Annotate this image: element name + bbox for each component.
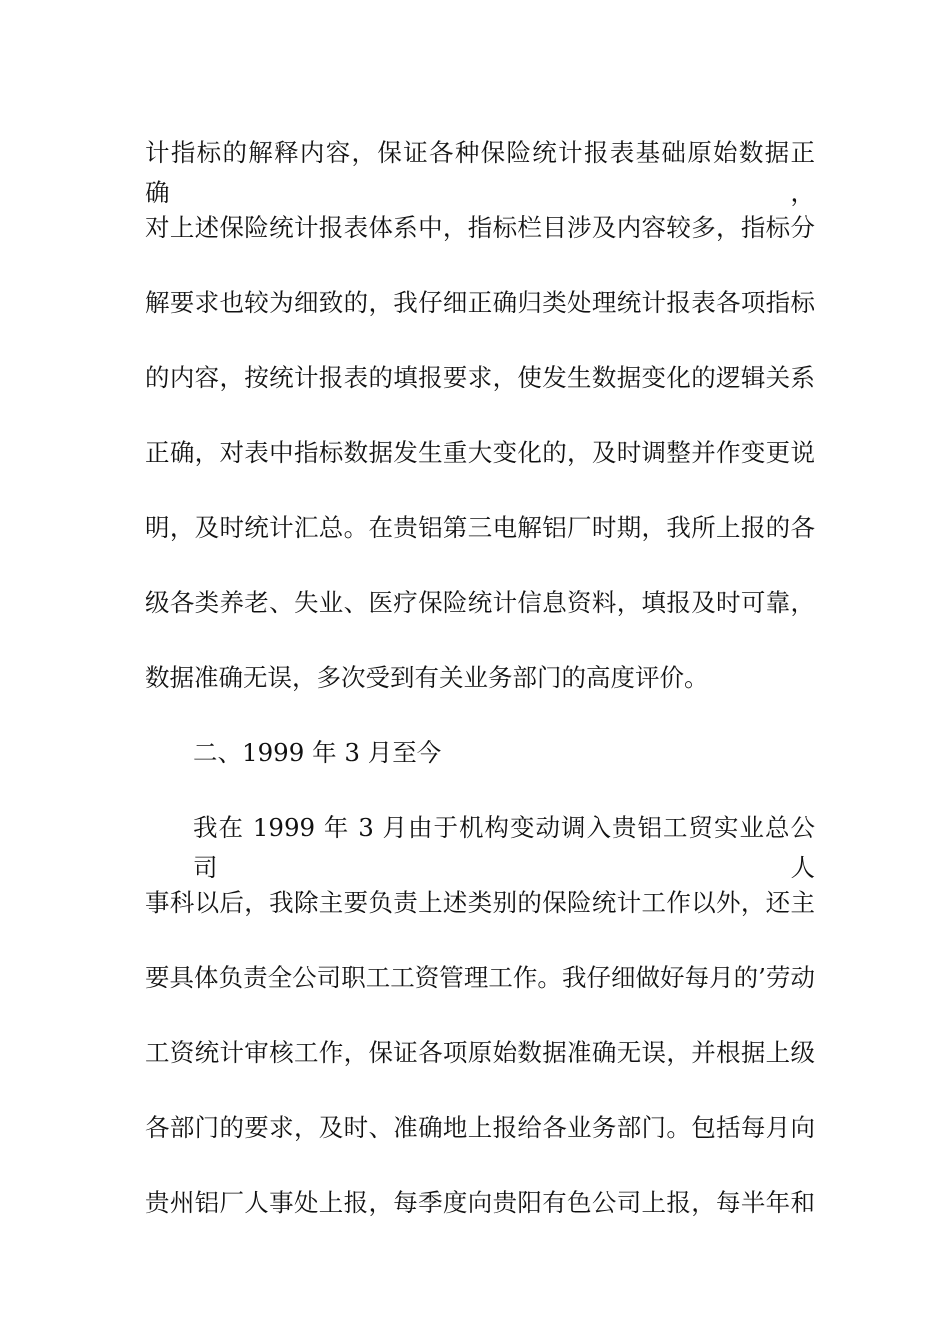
document-body (145, 133, 815, 1258)
section-heading: 二、1999 年 3 月至今 (193, 738, 442, 767)
body-line: 明，及时统计汇总。在贵铝第三电解铝厂时期，我所上报的各 (145, 513, 815, 542)
body-line: 事科以后，我除主要负责上述类别的保险统计工作以外，还主 (145, 888, 815, 917)
body-line-first: 我在 1999 年 3 月由于机构变动调入贵铝工贸实业总公司人 (193, 813, 815, 882)
body-line: 对上述保险统计报表体系中，指标栏目涉及内容较多，指标分 (145, 213, 815, 242)
body-line: 解要求也较为细致的，我仔细正确归类处理统计报表各项指标 (145, 288, 815, 317)
body-line: 要具体负责全公司职工工资管理工作。我仔细做好每月的’劳动 (145, 963, 815, 992)
body-line: 贵州铝厂人事处上报，每季度向贵阳有色公司上报，每半年和 (145, 1188, 815, 1217)
body-line: 正确，对表中指标数据发生重大变化的，及时调整并作变更说 (145, 438, 815, 467)
body-line: 各部门的要求，及时、准确地上报给各业务部门。包括每月向 (145, 1113, 815, 1142)
body-line: 级各类养老、失业、医疗保险统计信息资料，填报及时可靠， (145, 588, 815, 617)
body-line: 工资统计审核工作，保证各项原始数据准确无误，并根据上级 (145, 1038, 815, 1067)
body-line-last: 数据准确无误，多次受到有关业务部门的高度评价。 (145, 663, 709, 692)
body-line: 的内容，按统计报表的填报要求，使发生数据变化的逻辑关系 (145, 363, 815, 392)
body-line: 计指标的解释内容，保证各种保险统计报表基础原始数据正确， (145, 138, 815, 207)
